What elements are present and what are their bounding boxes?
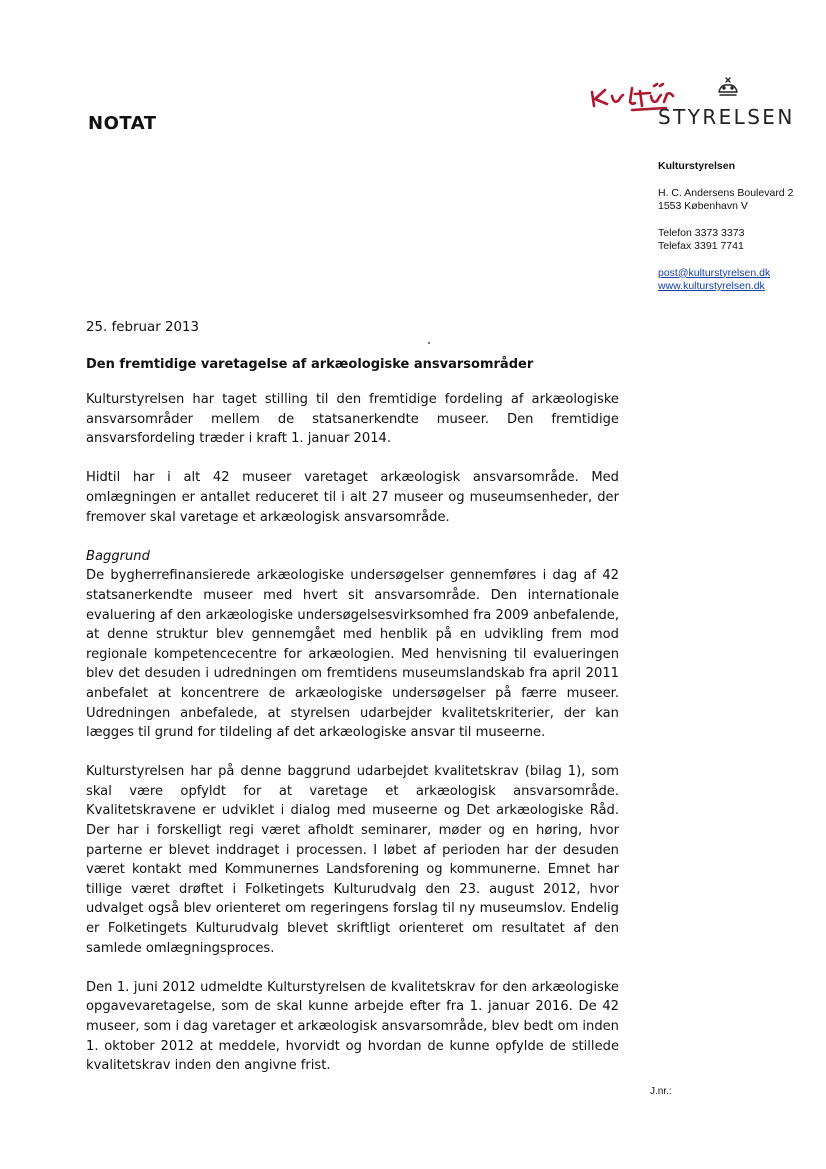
paragraph-5: Den 1. juni 2012 udmeldte Kulturstyrelsen de kvalitetskrav for den arkæologiske opgavevaretagelse, som de skal kunne arbejde efter fra 1. januar 2016. De 42 museer, som i dag varetager et arkæologisk ansvarsområde, blev bedt om inden 1. oktober 2012 at meddele, hvorvidt og hvordan de kunne opfylde de stillede kvalitetskrav inden den angivne frist. [86, 979, 619, 1074]
sender-organisation: Kulturstyrelsen [658, 160, 736, 172]
email-link[interactable]: post@kulturstyrelsen.dk [658, 266, 771, 279]
paragraph-2: Hidtil har i alt 42 museer varetaget arkæologisk ansvarsområde. Med omlægningen er antallet reduceret til i alt 27 museer og museumsenheder, der fremover skal varetage et arkæologisk ansvarsområde. [86, 470, 619, 525]
sender-info [658, 160, 818, 294]
document-title: NOTAT [88, 113, 157, 134]
logo-wordmark: STYRELSEN [658, 105, 795, 129]
phone-number: Telefon 3373 3373 [658, 226, 745, 239]
fax-number: Telefax 3391 7741 [658, 240, 744, 252]
body-text [86, 390, 619, 1095]
journal-number-label: J.nr.: [650, 1086, 672, 1097]
document-date: 25. februar 2013 [86, 320, 200, 335]
paragraph-3 [86, 547, 619, 743]
paragraph-1: Kulturstyrelsen har taget stilling til den fremtidige fordeling af arkæologiske ansvarsområder mellem de statsanerkendte museer. Den fremtidige ansvarsfordeling træder i kraft 1. januar 2014. [86, 392, 619, 447]
kulturstyrelsen-logo [588, 72, 803, 132]
stray-dot [428, 342, 430, 344]
section-heading: Baggrund [86, 548, 150, 564]
paragraph-3-text: De bygherrefinansierede arkæologiske undersøgelser gennemføres i dag af 42 statsanerkendte museer med hvert sit ansvarsområde. Den internationale evaluering af den arkæologiske undersøgelsesvirksomhed fra 2009 anbefalende, at denne struktur blev gennemgået med henblik på en udvikling frem mod regionale kompetencecentre for arkæologien. Med henvisning til evalueringen blev det desuden i udredningen om fremtidens museumslandskab fra april 2011 anbefalet at koncentrere de arkæologiske undersøgelser på færre museer. Udredningen anbefalede, at styrelsen udarbejder kvalitetskriterier, der kan lægges til grund for tildeling af det arkæologiske ansvar til museerne. [86, 568, 619, 741]
paragraph-4: Kulturstyrelsen har på denne baggrund udarbejdet kvalitetskrav (bilag 1), som skal være opfyldt for at varetage et arkæologisk ansvarsområde. Kvalitetskravene er udviklet i dialog med museerne og Det arkæologiske Råd. Der har i forskelligt regi været afholdt seminarer, møder og en høring, hvor parterne er blevet inddraget i processen. I løbet af perioden har der desuden været kontakt med Kommunernes Landsforening og kommunerne. Emnet har tillige været drøftet i Folketingets Kulturudvalg den 23. august 2012, hvor udvalget også blev orienteret om regeringens forslag til ny museumslov. Endelig er Folketingets Kulturudvalg blevet skriftligt orienteret om resultatet af den samlede omlægningsproces. [86, 764, 619, 956]
subject-heading: Den fremtidige varetagelse af arkæologiske ansvarsområder [86, 357, 534, 372]
website-link[interactable]: www.kulturstyrelsen.dk [658, 280, 765, 292]
address-line-2: 1553 København V [658, 200, 748, 212]
address-line-1: H. C. Andersens Boulevard 2 [658, 186, 794, 199]
